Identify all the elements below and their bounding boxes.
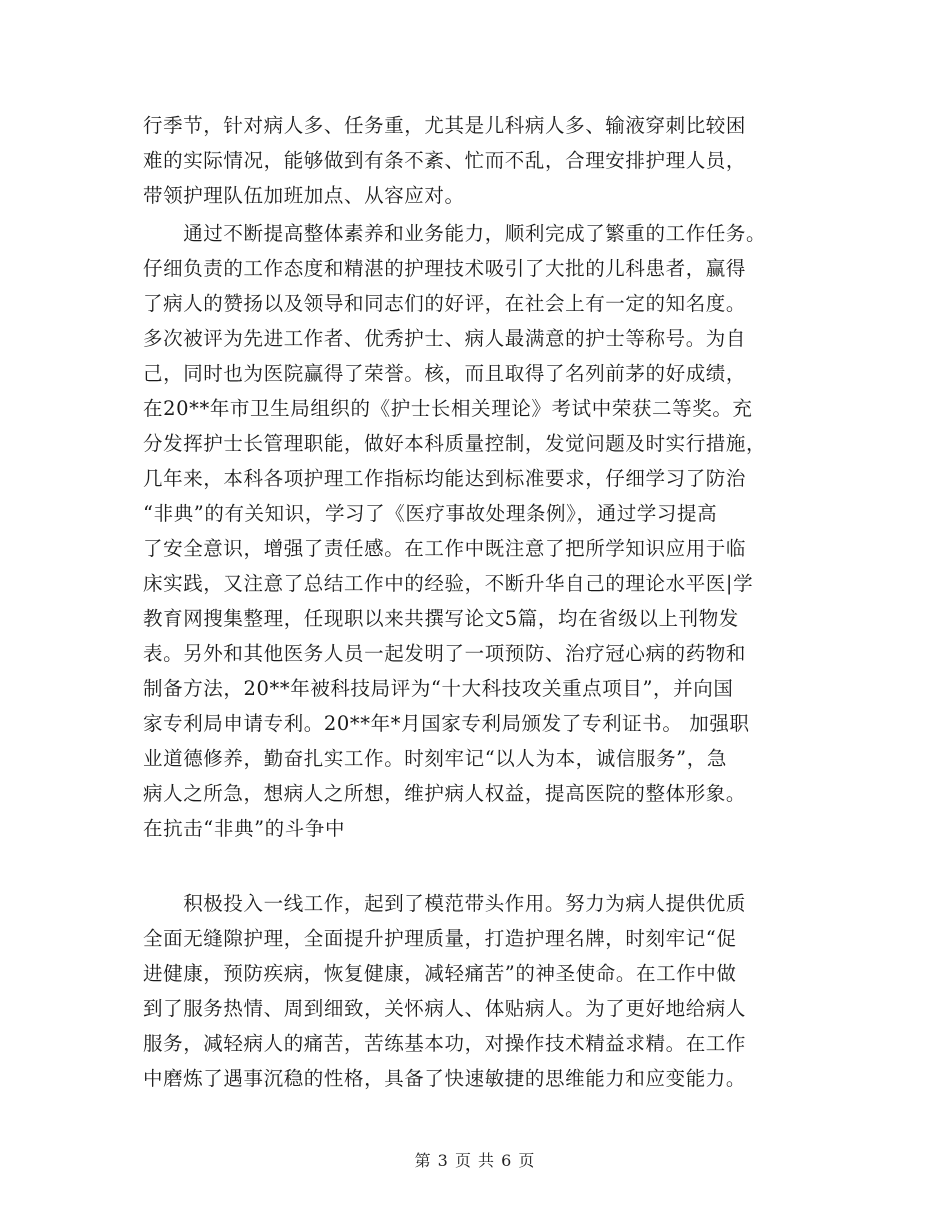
text-line: 病人之所急，想病人之所想，维护病人权益，提高医院的整体形象。: [143, 782, 747, 805]
text-line: 在抗击“非典”的斗争中: [143, 817, 346, 840]
text-line: 进健康，预防疾病，恢复健康，减轻痛苦”的神圣使命。在工作中做: [143, 962, 737, 985]
text-line: 带领护理队伍加班加点、从容应对。: [143, 184, 465, 207]
text-line: 服务，减轻病人的痛苦，苦练基本功，对操作技术精益求精。在工作: [143, 1032, 747, 1055]
paragraph-3: [143, 886, 823, 1096]
text-line: 己，同时也为医院赢得了荣誉。核，而且取得了名列前茅的好成绩，: [143, 362, 747, 385]
text-line: 制备方法，20**年被科技局评为“十大科技攻关重点项目”，并向国: [143, 677, 734, 700]
paragraph-1: [143, 108, 823, 213]
text-line: 家专利局申请专利。20**年*月国家专利局颁发了专利证书。 加强职: [143, 712, 750, 735]
text-line: 多次被评为先进工作者、优秀护士、病人最满意的护士等称号。为自: [143, 327, 747, 350]
text-line: 到了服务热情、周到细致，关怀病人、体贴病人。为了更好地给病人: [143, 997, 747, 1020]
page-number-footer: 第 3 页 共 6 页: [414, 1151, 536, 1170]
text-line: 业道德修养，勤奋扎实工作。时刻牢记“以人为本，诚信服务”，急: [143, 747, 727, 770]
text-line: 行季节，针对病人多、任务重，尤其是儿科病人多、输液穿刺比较困: [143, 114, 747, 137]
text-line: 床实践，又注意了总结工作中的经验，不断升华自己的理论水平医|学: [143, 572, 754, 595]
text-line: 表。另外和其他医务人员一起发明了一项预防、治疗冠心病的药物和: [143, 642, 747, 665]
text-line: 几年来，本科各项护理工作指标均能达到标准要求，仔细学习了防治: [143, 467, 747, 490]
text-line: 全面无缝隙护理，全面提升护理质量，打造护理名牌，时刻牢记“促: [143, 927, 737, 950]
text-line: 积极投入一线工作，起到了模范带头作用。努力为病人提供优质: [143, 892, 747, 915]
text-line: 中磨炼了遇事沉稳的性格，具备了快速敏捷的思维能力和应变能力。: [143, 1067, 747, 1090]
text-line: 了安全意识，增强了责任感。在工作中既注意了把所学知识应用于临: [143, 537, 747, 560]
text-line: 通过不断提高整体素养和业务能力，顺利完成了繁重的工作任务。: [143, 222, 767, 245]
text-line: 教育网搜集整理，任现职以来共撰写论文5篇，均在省级以上刊物发: [143, 607, 739, 630]
text-line: 仔细负责的工作态度和精湛的护理技术吸引了大批的儿科患者，赢得: [143, 257, 747, 280]
text-line: 难的实际情况，能够做到有条不紊、忙而不乱，合理安排护理人员，: [143, 149, 747, 172]
text-line: 分发挥护士长管理职能，做好本科质量控制，发觉问题及时实行措施，: [143, 432, 767, 455]
text-line: 了病人的赞扬以及领导和同志们的好评，在社会上有一定的知名度。: [143, 292, 747, 315]
text-line: 在20**年市卫生局组织的《护士长相关理论》考试中荣获二等奖。充: [143, 397, 753, 420]
text-line: “非典”的有关知识，学习了《医疗事故处理条例》，通过学习提高: [143, 502, 718, 525]
paragraph-2: [143, 216, 823, 846]
